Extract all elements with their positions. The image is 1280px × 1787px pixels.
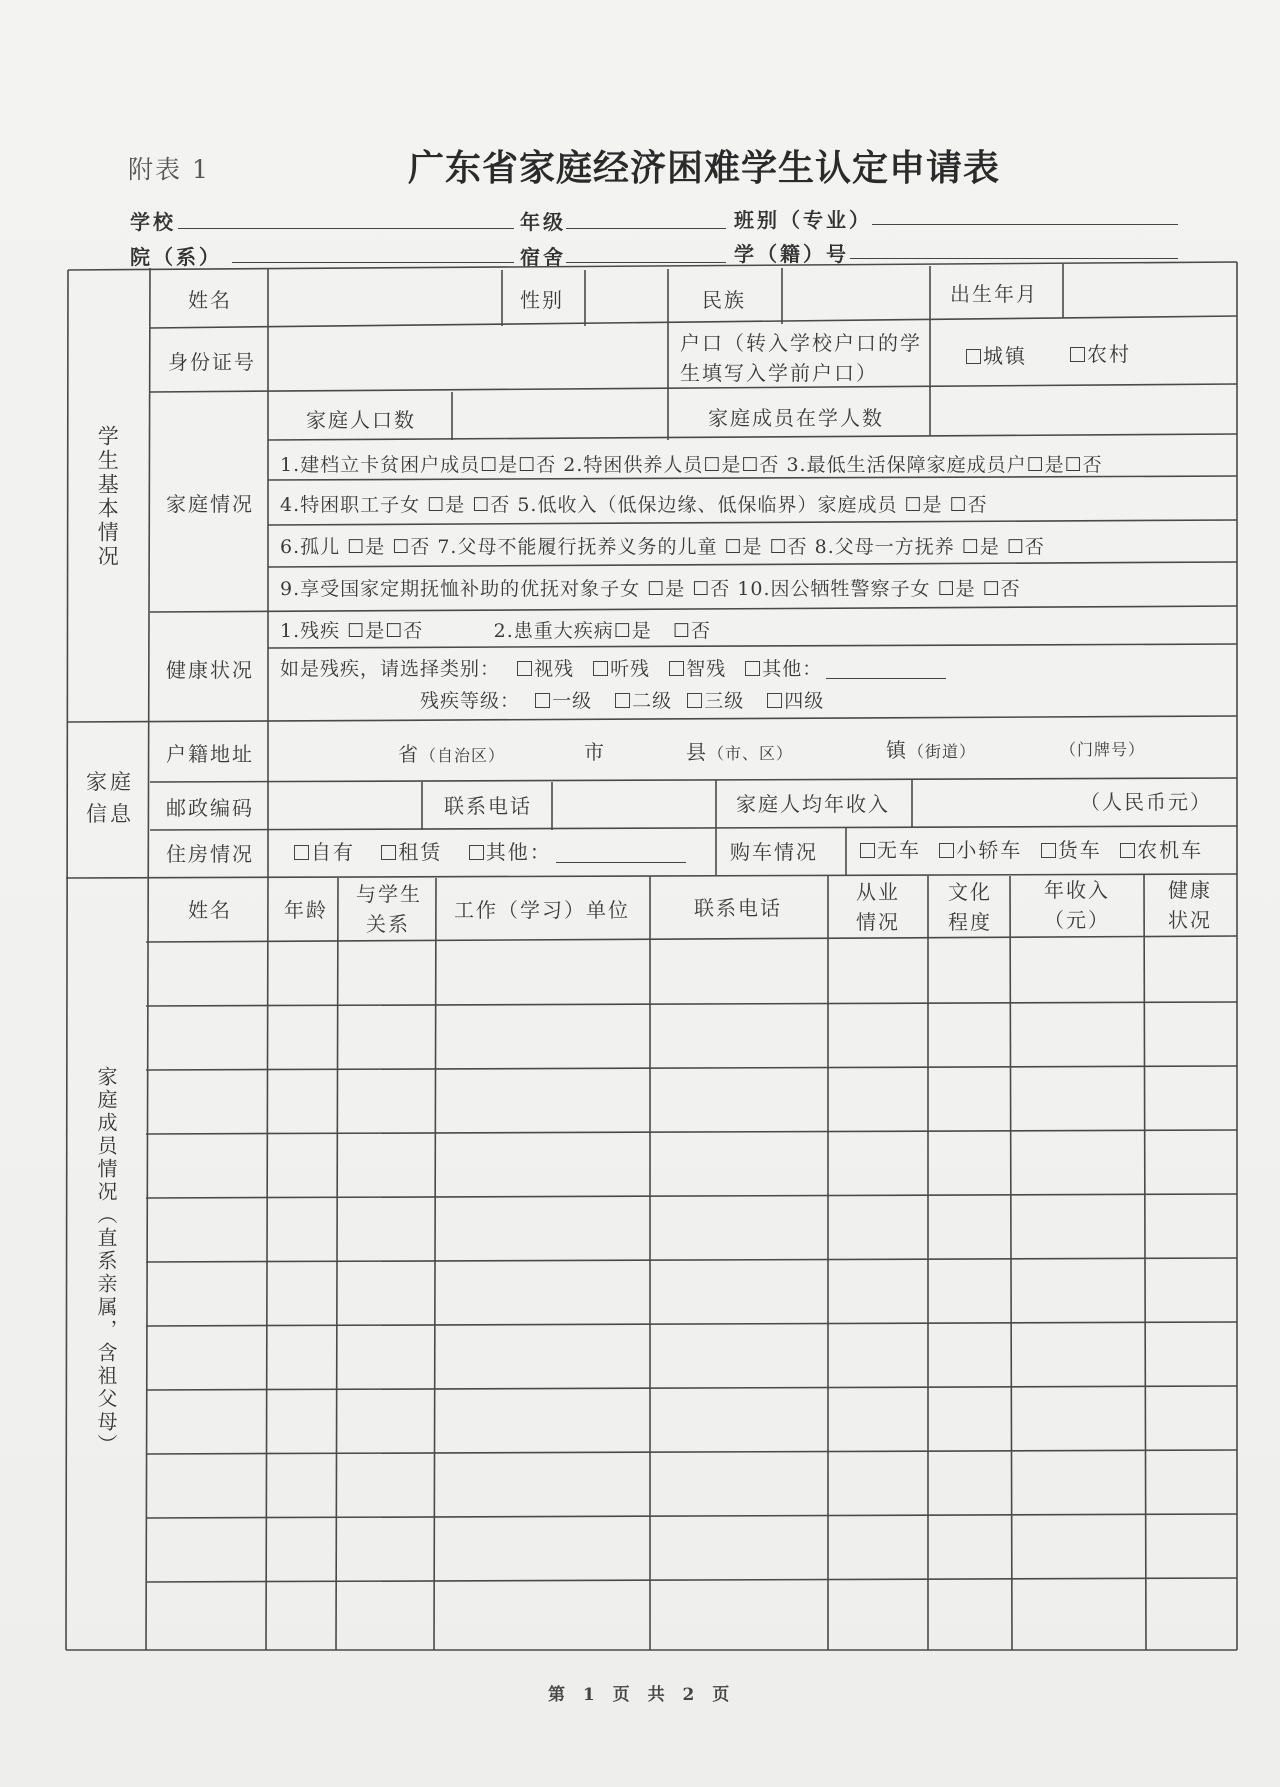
grade-label: 年级: [520, 210, 566, 234]
option-level-2[interactable]: 二级: [615, 692, 672, 711]
option-urban[interactable]: [966, 346, 1027, 366]
label-phone: 联系电话: [444, 794, 532, 818]
option-level-1[interactable]: 一级: [535, 692, 592, 711]
col-header-relation-1: 与学生: [356, 882, 422, 906]
disability-type-prompt: 如是残疾，请选择类别：: [280, 658, 501, 680]
label-family-pop: 家庭人口数: [306, 408, 416, 432]
class-major-label: 班别（专业）: [734, 208, 872, 232]
section-student-basic: 学生基本情况: [95, 425, 120, 569]
grade-field[interactable]: [566, 228, 726, 229]
health-line-3: [420, 692, 824, 711]
label-gender: 性别: [520, 288, 564, 312]
col-header-phone: 联系电话: [694, 896, 782, 920]
col-header-income-2: （元）: [1044, 908, 1110, 932]
label-name: 姓名: [188, 288, 232, 312]
label-city: 市: [584, 740, 606, 764]
rural-checkbox[interactable]: [1070, 347, 1085, 362]
car-options: [860, 840, 1203, 860]
dorm-field[interactable]: [566, 262, 726, 263]
col-header-health-1: 健康: [1168, 878, 1212, 902]
col-header-health-2: 状况: [1168, 908, 1212, 932]
option-truck[interactable]: 货车: [1041, 840, 1102, 860]
family-status-line-1[interactable]: 1.建档立卡贫困户成员☐是☐否 2.特困供养人员☐是☐否 3.最低生活保障家庭成员户☐是☐否: [280, 454, 1103, 476]
urban-checkbox[interactable]: [966, 349, 981, 364]
rural-label: 农村: [1087, 342, 1131, 366]
col-header-employ-1: 从业: [856, 880, 900, 904]
label-rmb: （人民币元）: [1080, 790, 1212, 814]
option-no-car[interactable]: 无车: [860, 840, 921, 860]
section-family-info-line2: 信息: [86, 802, 134, 826]
label-birth: 出生年月: [950, 282, 1038, 306]
annex-label: 附表 1: [128, 155, 210, 184]
col-header-income-1: 年收入: [1044, 878, 1110, 902]
label-address: 户籍地址: [166, 742, 254, 766]
label-housing: 住房情况: [166, 842, 254, 866]
option-intellectual[interactable]: 智残: [669, 660, 726, 679]
family-status-line-2[interactable]: 4.特困职工子女 ☐是 ☐否 5.低收入（低保边缘、低保临界）家庭成员 ☐是 ☐否: [280, 494, 988, 516]
col-header-employ-2: 情况: [856, 910, 900, 934]
disability-level-prompt: 残疾等级：: [420, 690, 521, 712]
label-house-no: （门牌号）: [1060, 740, 1146, 759]
student-id-field[interactable]: [850, 258, 1178, 259]
option-hearing[interactable]: 听残: [593, 660, 650, 679]
option-own[interactable]: 自有: [294, 842, 355, 862]
option-other-housing[interactable]: 其他：: [469, 842, 686, 863]
option-sedan[interactable]: 小轿车: [939, 840, 1022, 860]
section-family-info-line1: 家庭: [86, 770, 134, 794]
label-health-status: 健康状况: [166, 658, 254, 682]
family-status-line-4[interactable]: 9.享受国家定期抚恤补助的优抚对象子女 ☐是 ☐否 10.因公牺牲警察子女 ☐是 ☐否: [280, 578, 1021, 600]
student-id-label: 学（籍）号: [734, 242, 849, 266]
label-hukou-2: 生填写入学前户口）: [680, 361, 878, 385]
label-car: 购车情况: [730, 840, 818, 864]
label-province: 省（自治区）: [398, 742, 506, 766]
department-field[interactable]: [232, 262, 514, 263]
option-visual[interactable]: 视残: [517, 660, 574, 679]
housing-options: [294, 842, 686, 863]
col-header-edu-1: 文化: [948, 880, 992, 904]
col-header-age: 年龄: [284, 898, 328, 922]
option-rent[interactable]: 租赁: [381, 842, 442, 862]
label-id-no: 身份证号: [168, 350, 256, 374]
section-family-members: 家庭成员情况（直系亲属，含祖父母）: [94, 1066, 118, 1457]
col-header-work: 工作（学习）单位: [454, 898, 630, 922]
option-level-3[interactable]: 三级: [687, 692, 744, 711]
col-header-edu-2: 程度: [948, 910, 992, 934]
health-line-1[interactable]: 1.残疾 ☐是☐否 2.患重大疾病☐是 ☐否: [280, 620, 711, 642]
label-family-students: 家庭成员在学人数: [708, 406, 884, 430]
option-level-4[interactable]: 四级: [767, 692, 824, 711]
dorm-label: 宿舍: [520, 245, 566, 269]
option-other-disability[interactable]: 其他：: [745, 660, 946, 679]
option-farm-vehicle[interactable]: 农机车: [1120, 840, 1203, 860]
school-label: 学校: [130, 210, 176, 234]
label-county: 县（市、区）: [686, 740, 794, 764]
urban-label: 城镇: [983, 344, 1027, 368]
label-family-status: 家庭情况: [166, 492, 254, 516]
page-footer: 第 1 页 共 2 页: [548, 1685, 736, 1705]
col-header-relation-2: 关系: [366, 912, 410, 936]
label-town: 镇（街道）: [886, 738, 977, 762]
label-income-per-capita: 家庭人均年收入: [736, 792, 890, 816]
page-title: 广东省家庭经济困难学生认定申请表: [408, 147, 1001, 189]
label-hukou-1: 户口（转入学校户口的学: [680, 331, 922, 355]
option-rural[interactable]: [1070, 344, 1131, 364]
family-status-line-3[interactable]: 6.孤儿 ☐是 ☐否 7.父母不能履行抚养义务的儿童 ☐是 ☐否 8.父母一方抚养 ☐是 ☐否: [280, 536, 1045, 558]
class-major-field[interactable]: [872, 224, 1178, 225]
label-ethnicity: 民族: [702, 288, 746, 312]
school-field[interactable]: [178, 228, 514, 229]
label-postcode: 邮政编码: [166, 796, 254, 820]
health-line-2: [280, 660, 946, 679]
department-label: 院（系）: [130, 245, 222, 269]
col-header-name: 姓名: [188, 898, 232, 922]
